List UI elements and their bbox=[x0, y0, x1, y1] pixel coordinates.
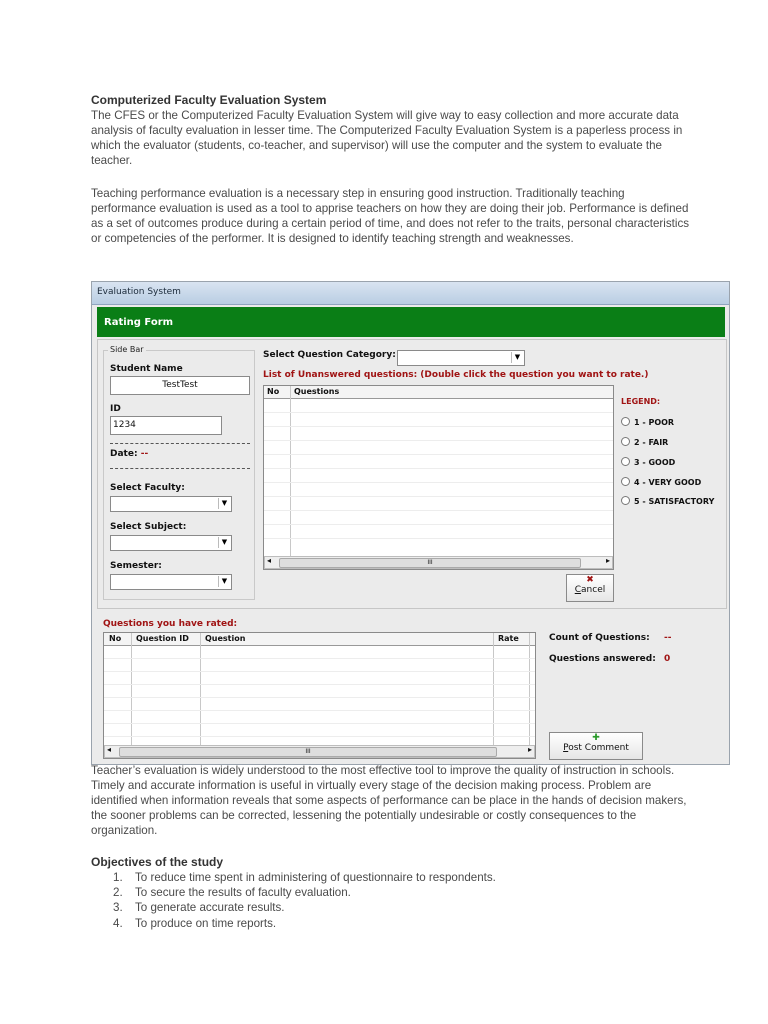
grid-row bbox=[264, 482, 613, 483]
objectives-title: Objectives of the study bbox=[91, 855, 224, 869]
app-screenshot bbox=[91, 281, 730, 765]
list-text: To reduce time spent in administering of questionnaire to respondents. bbox=[135, 871, 496, 884]
cancel-accel: C bbox=[574, 585, 582, 595]
count-value: -- bbox=[664, 633, 672, 643]
chevron-down-icon[interactable]: ▼ bbox=[511, 352, 523, 363]
select-faculty-label: Select Faculty: bbox=[110, 483, 185, 493]
list-text: To secure the results of faculty evaluation. bbox=[135, 886, 351, 900]
window-titlebar bbox=[92, 282, 729, 305]
post-label: ost Comment bbox=[568, 743, 629, 753]
grid-row bbox=[104, 697, 535, 698]
student-name-field[interactable]: TestTest bbox=[110, 376, 250, 395]
doc-title: Computerized Faculty Evaluation System bbox=[91, 93, 327, 107]
col-questions: Questions bbox=[294, 387, 340, 396]
horizontal-scrollbar[interactable] bbox=[264, 556, 613, 569]
list-text: To produce on time reports. bbox=[135, 916, 277, 930]
evaluation-paragraph: Teacher’s evaluation is widely understood to the most effective tool to improve the quality of instruction in schools. Timely and accurate information is useful in virtually every stage of the decision making process. Problem are identified when information reveals that some aspects of performance can be place in the hands of decision makers, the sooner problems can be corrected, lessening the potentially undesirable or costly consequences to the organization. bbox=[91, 764, 687, 837]
category-label: Select Question Category: bbox=[263, 350, 396, 360]
scroll-right-icon[interactable]: ▸ bbox=[605, 556, 610, 565]
rating-option-label: 5 - SATISFACTORY bbox=[634, 497, 715, 506]
count-label: Count of Questions: bbox=[549, 633, 650, 643]
horizontal-scrollbar[interactable] bbox=[104, 745, 535, 758]
cancel-label: ancel bbox=[581, 585, 606, 595]
grid-header bbox=[264, 386, 613, 399]
answered-value: 0 bbox=[664, 654, 671, 664]
scroll-left-icon[interactable]: ◂ bbox=[107, 745, 112, 754]
rating-option-4[interactable] bbox=[621, 477, 701, 487]
rating-option-label: 1 - POOR bbox=[634, 418, 675, 427]
col-no: No bbox=[109, 634, 122, 643]
unanswered-grid[interactable] bbox=[263, 385, 614, 570]
list-number: 4. bbox=[113, 916, 123, 930]
radio-icon[interactable] bbox=[621, 496, 630, 505]
cancel-button[interactable] bbox=[566, 574, 614, 602]
select-subject-label: Select Subject: bbox=[110, 522, 187, 532]
list-item bbox=[113, 916, 496, 931]
list-item bbox=[113, 885, 496, 900]
grid-divider bbox=[529, 633, 530, 758]
faculty-select[interactable] bbox=[110, 496, 232, 512]
grid-row bbox=[264, 524, 613, 525]
divider bbox=[110, 468, 250, 469]
grid-row bbox=[264, 440, 613, 441]
id-label: ID bbox=[110, 404, 121, 414]
window-title: Evaluation System bbox=[97, 287, 181, 297]
post-accel: P bbox=[563, 743, 569, 753]
list-number: 3. bbox=[113, 901, 123, 915]
grid-divider bbox=[493, 633, 494, 758]
rated-grid[interactable] bbox=[103, 632, 536, 759]
list-number: 1. bbox=[113, 871, 123, 884]
grid-row bbox=[104, 723, 535, 724]
grid-row bbox=[104, 671, 535, 672]
col-question-id: Question ID bbox=[136, 634, 189, 643]
grid-row bbox=[264, 468, 613, 469]
semester-select[interactable] bbox=[110, 574, 232, 590]
list-item bbox=[113, 900, 496, 915]
list-number: 2. bbox=[113, 886, 123, 900]
grid-row bbox=[104, 736, 535, 737]
rating-option-label: 4 - VERY GOOD bbox=[634, 478, 702, 487]
date-label bbox=[110, 449, 148, 459]
grid-row bbox=[264, 426, 613, 427]
divider bbox=[110, 443, 250, 444]
plus-icon: ✚ bbox=[592, 733, 600, 743]
col-rate: Rate bbox=[498, 634, 519, 643]
rating-option-3[interactable] bbox=[621, 457, 675, 467]
grid-row bbox=[264, 454, 613, 455]
form-title: Rating Form bbox=[104, 317, 174, 328]
sidebar-legend: Side Bar bbox=[110, 345, 144, 354]
col-no: No bbox=[267, 387, 280, 396]
list-item bbox=[113, 870, 496, 885]
date-value: -- bbox=[140, 449, 149, 459]
id-field[interactable]: 1234 bbox=[110, 416, 222, 435]
grid-divider bbox=[131, 633, 132, 758]
rating-option-5[interactable] bbox=[621, 496, 714, 506]
rated-label: Questions you have rated: bbox=[103, 619, 238, 629]
radio-icon[interactable] bbox=[621, 477, 630, 486]
chevron-down-icon[interactable]: ▼ bbox=[218, 498, 230, 509]
chevron-down-icon[interactable]: ▼ bbox=[218, 537, 230, 548]
close-icon: ✖ bbox=[586, 575, 594, 585]
scroll-right-icon[interactable]: ▸ bbox=[527, 745, 532, 754]
grid-row bbox=[264, 538, 613, 539]
answered-label: Questions answered: bbox=[549, 654, 656, 664]
form-header bbox=[97, 307, 725, 337]
rating-option-1[interactable] bbox=[621, 417, 674, 427]
grid-divider bbox=[200, 633, 201, 758]
grid-divider bbox=[290, 386, 291, 569]
scroll-thumb[interactable]: III bbox=[119, 747, 497, 757]
col-question: Question bbox=[205, 634, 246, 643]
grid-row bbox=[104, 658, 535, 659]
legend-title: LEGEND: bbox=[621, 397, 661, 406]
scroll-left-icon[interactable]: ◂ bbox=[267, 556, 272, 565]
semester-label: Semester: bbox=[110, 561, 162, 571]
post-comment-button[interactable] bbox=[549, 732, 643, 760]
rating-option-label: 3 - GOOD bbox=[634, 458, 676, 467]
list-text: To generate accurate results. bbox=[135, 901, 285, 915]
performance-paragraph: Teaching performance evaluation is a necessary step in ensuring good instruction. Traditionally teaching performance evaluation is used as a tool to apprise teachers on how they are doing their job. Performance is defined as a set of outcomes produce during a certain period of time, and does not refer to the traits, personal characteristics or competencies of the performer. It is designed to identify teaching strength and weaknesses. bbox=[91, 187, 690, 245]
grid-row bbox=[264, 510, 613, 511]
grid-header bbox=[104, 633, 535, 646]
chevron-down-icon[interactable]: ▼ bbox=[218, 576, 230, 587]
scroll-thumb[interactable]: III bbox=[279, 558, 581, 568]
date-label-text: Date: bbox=[110, 449, 138, 459]
radio-icon[interactable] bbox=[621, 457, 630, 466]
grid-row bbox=[104, 684, 535, 685]
subject-select[interactable] bbox=[110, 535, 232, 551]
grid-row bbox=[104, 710, 535, 711]
student-name-label: Student Name bbox=[110, 364, 183, 374]
grid-row bbox=[264, 496, 613, 497]
rating-option-2[interactable] bbox=[621, 437, 668, 447]
objectives-list bbox=[113, 870, 496, 931]
radio-icon[interactable] bbox=[621, 417, 630, 426]
unanswered-label: List of Unanswered questions: (Double click the question you want to rate.) bbox=[263, 370, 649, 380]
rating-option-label: 2 - FAIR bbox=[634, 438, 669, 447]
grid-row bbox=[264, 412, 613, 413]
category-select[interactable] bbox=[397, 350, 525, 366]
intro-paragraph: The CFES or the Computerized Faculty Evaluation System will give way to easy collection and more accurate data analysis of faculty evaluation in lesser time. The Computerized Faculty Evaluation System is a paperless process in which the evaluator (students, co-teacher, and supervisor) will use the computer and the system to evaluate the teacher. bbox=[91, 109, 683, 167]
radio-icon[interactable] bbox=[621, 437, 630, 446]
